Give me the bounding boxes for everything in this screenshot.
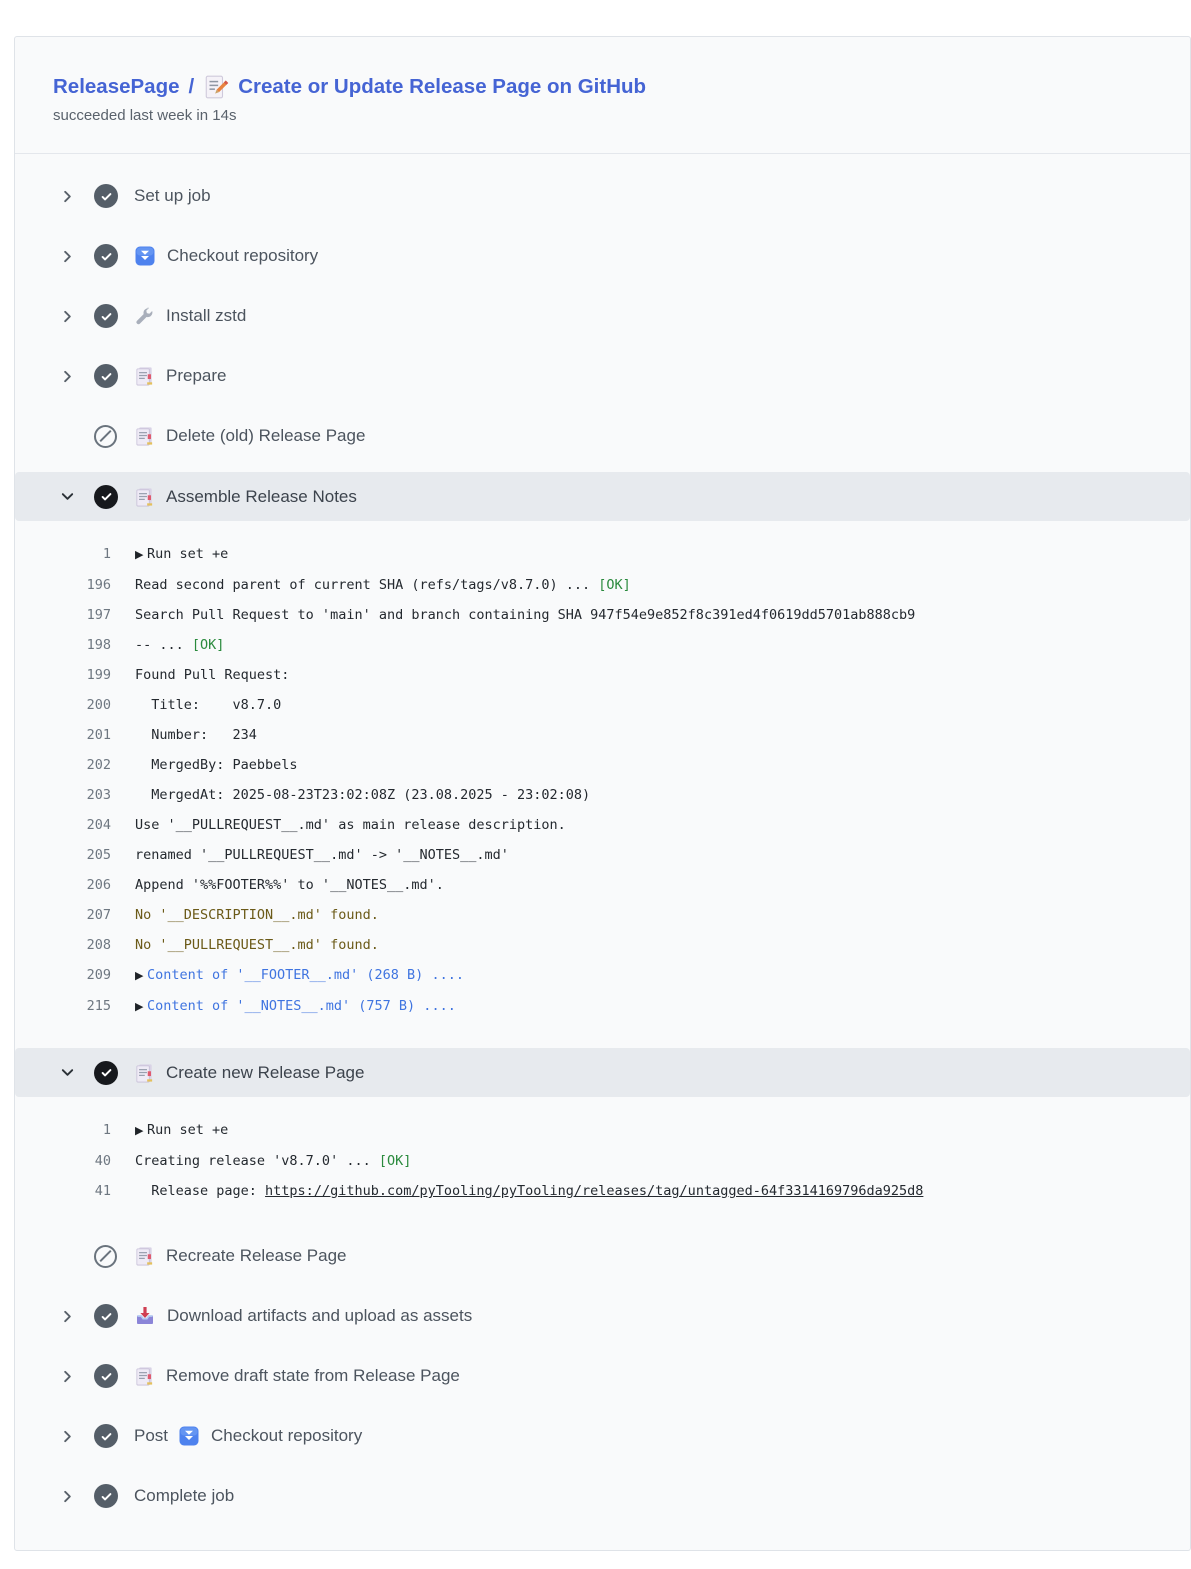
log-segment: [OK] (378, 1153, 412, 1169)
log-line (15, 870, 1190, 900)
step-label: Delete (old) Release Page (166, 426, 366, 445)
release-page-link[interactable]: https://github.com/pyTooling/pyTooling/releases/tag/untagged-64f3314169796da925d8 (265, 1183, 924, 1199)
log-text (111, 630, 224, 660)
page-icon (134, 1062, 155, 1084)
chevron-down-icon[interactable] (59, 1065, 75, 1081)
success-check-icon (94, 304, 118, 328)
success-check-icon (94, 1424, 118, 1448)
log-block (15, 1097, 1190, 1226)
line-number[interactable]: 202 (86, 757, 111, 773)
log-line (15, 660, 1190, 690)
log-segment: renamed '__PULLREQUEST__.md' -> '__NOTES__.md' (135, 847, 509, 863)
line-number[interactable]: 207 (86, 907, 111, 923)
step-row-4 (15, 406, 1190, 466)
log-segment: Use '__PULLREQUEST__.md' as main release description. (135, 817, 566, 833)
checkout-icon (134, 245, 156, 267)
line-number[interactable]: 205 (86, 847, 111, 863)
log-segment: MergedBy: Paebbels (135, 757, 298, 773)
workflow-name-link[interactable]: ReleasePage (53, 75, 180, 98)
step-label: Assemble Release Notes (166, 486, 357, 506)
log-segment: Append '%%FOOTER%%' to '__NOTES__.md'. (135, 877, 444, 893)
step-row-3[interactable] (15, 346, 1190, 406)
log-segment: Creating release 'v8.7.0' ... (135, 1153, 379, 1169)
log-text (111, 991, 456, 1022)
log-text (111, 660, 289, 690)
step-row-7 (15, 1226, 1190, 1286)
workflow-job-panel (14, 36, 1191, 1551)
log-line (15, 1146, 1190, 1176)
success-check-icon (94, 1061, 118, 1085)
log-line (15, 780, 1190, 810)
success-check-icon (94, 244, 118, 268)
log-text (111, 720, 257, 750)
log-segment: [OK] (191, 637, 225, 653)
log-segment: Read second parent of current SHA (refs/tags/v8.7.0) ... (135, 577, 599, 593)
success-check-icon (94, 1364, 118, 1388)
step-row-8[interactable] (15, 1286, 1190, 1346)
log-text (111, 539, 228, 570)
line-number[interactable]: 1 (102, 546, 111, 562)
skipped-icon (94, 425, 117, 448)
step-row-9[interactable] (15, 1346, 1190, 1406)
log-block (15, 521, 1190, 1042)
chevron-right-icon[interactable] (59, 1308, 75, 1324)
step-label-prefix: Post (134, 1426, 169, 1445)
page-icon (134, 365, 155, 387)
chevron-down-icon[interactable] (59, 489, 75, 505)
log-line (15, 570, 1190, 600)
job-header (15, 37, 1190, 154)
memo-icon (203, 74, 229, 100)
line-number[interactable]: 1 (102, 1122, 111, 1138)
line-number[interactable]: 199 (86, 667, 111, 683)
log-line (15, 810, 1190, 840)
step-label: Install zstd (166, 306, 247, 325)
log-line (15, 630, 1190, 660)
step-label: Complete job (134, 1486, 235, 1505)
line-number[interactable]: 204 (86, 817, 111, 833)
success-check-icon (94, 184, 118, 208)
log-line (15, 930, 1190, 960)
chevron-placeholder (59, 1248, 75, 1264)
log-segment: Release page: (135, 1183, 266, 1199)
page-icon (134, 1245, 155, 1267)
steps-list (15, 154, 1190, 1550)
line-number[interactable]: 208 (86, 937, 111, 953)
log-line (15, 750, 1190, 780)
log-segment: [OK] (598, 577, 631, 593)
log-segment: Title: v8.7.0 (135, 697, 282, 713)
step-label: Set up job (134, 186, 211, 205)
log-text (111, 570, 631, 600)
log-line (15, 690, 1190, 720)
step-label: Create new Release Page (166, 1062, 365, 1082)
step-row-10[interactable] (15, 1406, 1190, 1466)
step-label: Download artifacts and upload as assets (167, 1306, 473, 1325)
line-number[interactable]: 206 (86, 877, 111, 893)
log-text (111, 900, 379, 930)
job-name-link[interactable]: Create or Update Release Page on GitHub (238, 75, 647, 98)
line-number[interactable]: 203 (86, 787, 111, 803)
line-number[interactable]: 196 (86, 577, 111, 593)
line-number[interactable]: 201 (86, 727, 111, 743)
log-segment: No '__PULLREQUEST__.md' found. (135, 937, 379, 953)
log-line (15, 539, 1190, 570)
line-number[interactable]: 209 (86, 967, 111, 983)
log-segment: Search Pull Request to 'main' and branch containing SHA 947f54e9e852f8c391ed4f0619dd5701ab888cb9 (135, 607, 916, 623)
log-segment: Found Pull Request: (135, 667, 290, 683)
success-check-icon (94, 485, 118, 509)
step-header-5[interactable] (15, 472, 1190, 521)
chevron-right-icon[interactable] (59, 1428, 75, 1444)
checkout-icon (178, 1425, 200, 1447)
log-line (15, 720, 1190, 750)
inbox-icon (134, 1305, 156, 1327)
step-header-6[interactable] (15, 1048, 1190, 1097)
wrench-icon (134, 306, 155, 327)
log-line (15, 991, 1190, 1022)
line-number[interactable]: 215 (86, 998, 111, 1014)
log-text (111, 870, 444, 900)
breadcrumb-separator: / (188, 75, 195, 98)
chevron-right-icon[interactable] (59, 368, 75, 384)
log-text (111, 960, 464, 991)
log-line (15, 900, 1190, 930)
step-row-1[interactable] (15, 226, 1190, 286)
log-line (15, 1115, 1190, 1146)
step-row-0[interactable] (15, 166, 1190, 226)
step-label: Checkout repository (211, 1426, 363, 1445)
chevron-right-icon[interactable] (59, 1488, 75, 1504)
chevron-placeholder (59, 428, 75, 444)
log-text (111, 1176, 923, 1206)
breadcrumb (53, 73, 1150, 101)
log-segment: Run set +e (146, 1122, 229, 1138)
line-number[interactable]: 40 (94, 1153, 111, 1169)
success-check-icon (94, 1484, 118, 1508)
log-text (111, 780, 590, 810)
log-line (15, 960, 1190, 991)
step-label: Remove draft state from Release Page (166, 1366, 460, 1385)
step-label: Prepare (166, 366, 227, 385)
step-row-11[interactable] (15, 1466, 1190, 1526)
page-icon (134, 1365, 155, 1387)
line-number[interactable]: 200 (86, 697, 111, 713)
job-status-text: succeeded last week in 14s (53, 107, 237, 124)
page-icon (134, 425, 155, 447)
page-icon (134, 486, 155, 508)
chevron-right-icon[interactable] (59, 188, 75, 204)
log-segment: MergedAt: 2025-08-23T23:02:08Z (23.08.2025 - 23:02:08) (135, 787, 591, 803)
log-text (111, 750, 298, 780)
chevron-right-icon[interactable] (59, 248, 75, 264)
log-group-toggle[interactable]: Content of '__NOTES__.md' (757 B) .... (146, 998, 456, 1014)
log-segment: No '__DESCRIPTION__.md' found. (135, 907, 379, 923)
success-check-icon (94, 364, 118, 388)
log-text (111, 1115, 228, 1146)
log-segment: -- ... (135, 637, 192, 653)
log-segment: Number: 234 (135, 727, 257, 743)
success-check-icon (94, 1304, 118, 1328)
log-line (15, 1176, 1190, 1206)
log-text (111, 1146, 411, 1176)
skipped-icon (94, 1245, 117, 1268)
log-text (111, 600, 915, 630)
log-text (111, 810, 566, 840)
step-label: Checkout repository (167, 246, 319, 265)
chevron-right-icon[interactable] (59, 1368, 75, 1384)
log-text (111, 930, 379, 960)
step-label: Recreate Release Page (166, 1246, 347, 1265)
log-text (111, 690, 281, 720)
step-row-2[interactable] (15, 286, 1190, 346)
log-line (15, 840, 1190, 870)
line-number[interactable]: 41 (94, 1183, 111, 1199)
log-group-toggle[interactable]: Content of '__FOOTER__.md' (268 B) .... (146, 967, 464, 983)
log-line (15, 600, 1190, 630)
log-segment: Run set +e (146, 546, 229, 562)
line-number[interactable]: 198 (86, 637, 111, 653)
chevron-right-icon[interactable] (59, 308, 75, 324)
log-text (111, 840, 509, 870)
line-number[interactable]: 197 (86, 607, 111, 623)
